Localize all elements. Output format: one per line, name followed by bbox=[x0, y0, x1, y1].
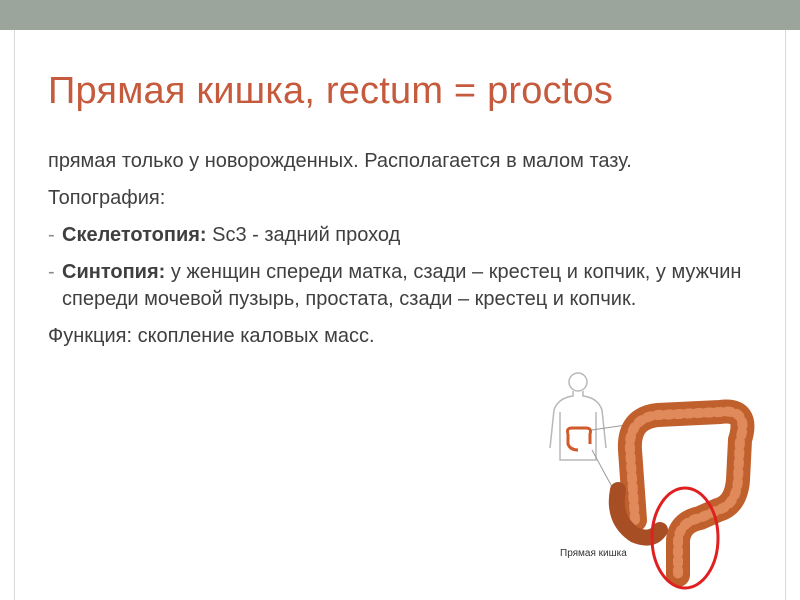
figure-label: Прямая кишка bbox=[560, 548, 627, 559]
slide-body bbox=[48, 148, 768, 360]
bullet-dash: - bbox=[48, 224, 55, 246]
human-silhouette-icon bbox=[550, 373, 606, 460]
bullet-label: Синтопия: bbox=[62, 261, 166, 283]
mini-colon-icon bbox=[568, 428, 591, 450]
bullet-skeletotopy bbox=[48, 222, 768, 249]
intro-paragraph: прямая только у новорожденных. Располагается в малом тазу. bbox=[48, 150, 632, 172]
bullet-text: у женщин спереди матка, сзади – крестец и копчик, у мужчин спереди мочевой пузырь, простата, сзади – крестец и копчик. bbox=[62, 261, 742, 310]
colon-illustration bbox=[540, 370, 790, 595]
topography-heading: Топография: bbox=[48, 187, 166, 209]
slide-title: Прямая кишка, rectum = proctos bbox=[48, 70, 614, 112]
bullet-label: Скелетотопия: bbox=[62, 224, 207, 246]
bullet-dash: - bbox=[48, 261, 55, 283]
slide-border-left bbox=[14, 30, 15, 600]
large-intestine-icon bbox=[617, 412, 743, 575]
bullet-text: Sc3 - задний проход bbox=[206, 224, 401, 246]
top-bar bbox=[0, 0, 800, 30]
bullet-syntopy bbox=[48, 259, 768, 313]
function-paragraph: Функция: скопление каловых масс. bbox=[48, 325, 375, 347]
